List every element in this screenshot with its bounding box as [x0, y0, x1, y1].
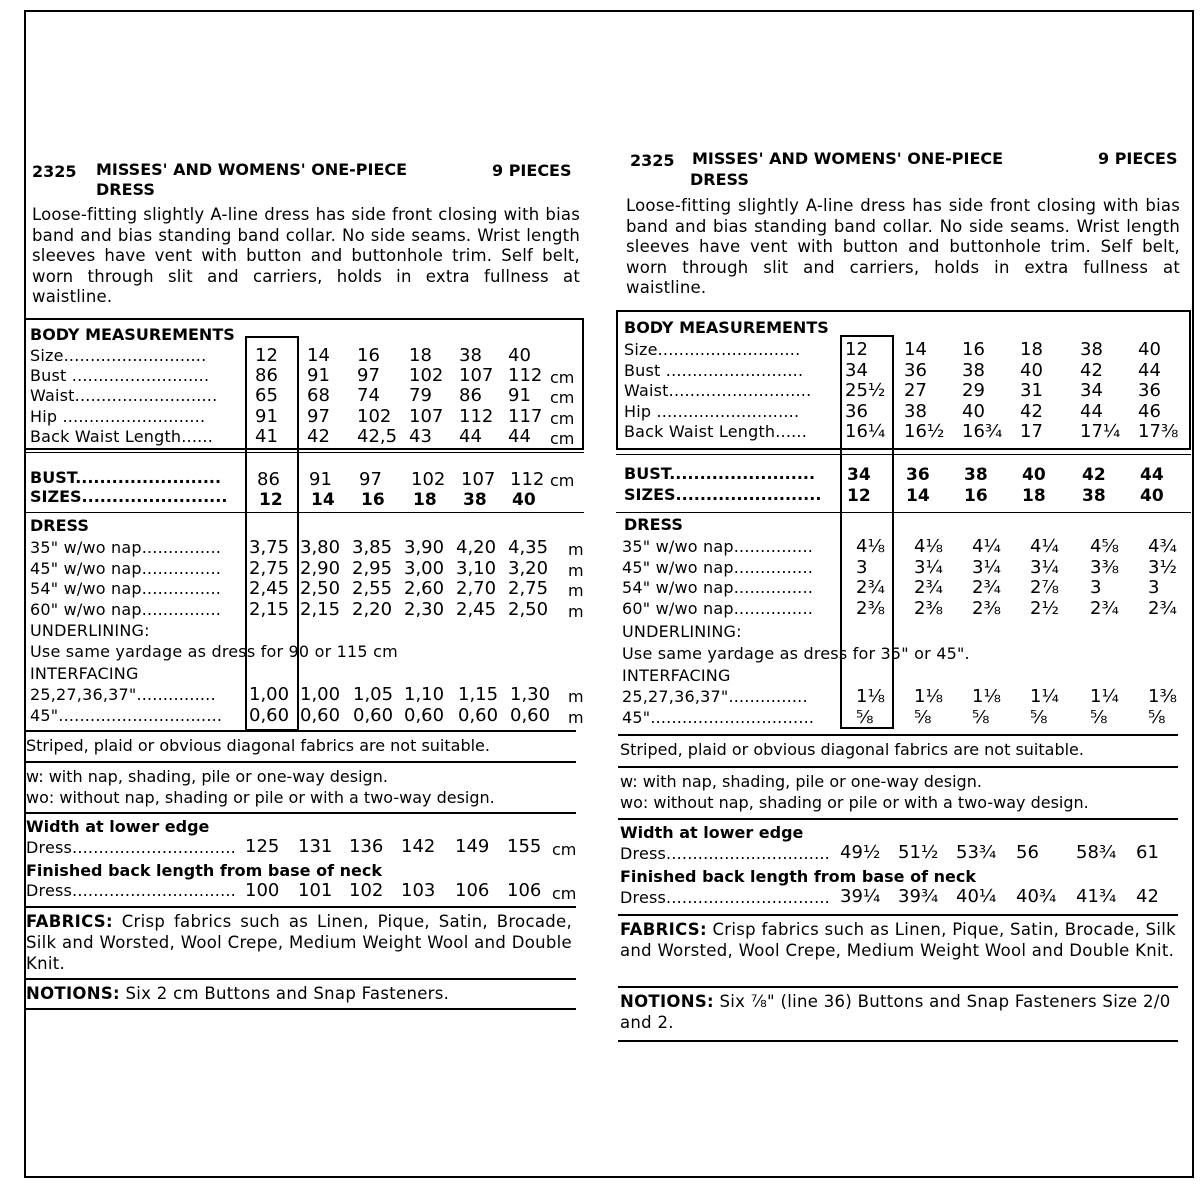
left-dress_rows-value: 2,50 — [300, 578, 341, 599]
right-body_rows-value: 16¾ — [962, 421, 1003, 443]
left-not-suitable: Striped, plaid or obvious diagonal fabrics are not suitable. — [26, 736, 490, 755]
left-interfacing_rows-value: 0,60 — [300, 705, 341, 726]
left-width-value: 142 — [401, 836, 436, 857]
right-size-value: 18 — [1022, 486, 1046, 506]
right-interfacing_rows-value: ⅝ — [972, 707, 990, 728]
left-width-value: 155 — [507, 836, 542, 857]
left-back-value: 103 — [401, 880, 436, 901]
left-body_rows-value: 97 — [357, 365, 380, 387]
left-body_rows-value: 117 — [508, 405, 543, 427]
left-body_rows-value: 41 — [255, 425, 278, 447]
right-fabrics-text: Crisp fabrics such as Linen, Pique, Satin, Brocade, Silk and Worsted, Wool Crepe, Medium Weight Wool and Double Knit. — [620, 920, 1177, 960]
right-body_rows-value: 38 — [962, 359, 985, 381]
left-back-row-label: Dress............................... — [26, 881, 236, 900]
right-body_rows-value: 44 — [1080, 400, 1103, 422]
left-size-value: 40 — [512, 490, 536, 510]
left-body_rows-value: 40 — [508, 345, 531, 366]
right-body_rows-value: 25½ — [845, 380, 886, 402]
right-dress_rows-value: 3¼ — [972, 556, 1001, 578]
right-dress_rows-value: 2¾ — [1090, 597, 1119, 619]
left-bust-value: 102 — [411, 469, 446, 490]
left-interfacing_rows-value: 0,60 — [404, 705, 445, 726]
divider — [24, 512, 584, 513]
right-interfacing_rows-value: 1⅜ — [1148, 686, 1177, 707]
right-body_rows-value: 16 — [962, 339, 985, 360]
divider — [24, 452, 584, 453]
right-body_rows-value: 18 — [1020, 339, 1043, 360]
left-width-value: 136 — [349, 836, 384, 857]
right-dress_rows-value: 3 — [856, 556, 868, 578]
left-body_rows-value: 65 — [255, 385, 278, 407]
right-body_rows-label: Size........................... — [624, 340, 801, 359]
left-back-value: 106 — [455, 880, 490, 901]
right-size-value: 40 — [1140, 486, 1164, 506]
right-fabrics-label: FABRICS: — [620, 920, 707, 939]
right-body_rows-value: 38 — [1080, 339, 1103, 360]
right-body_rows-label: Back Waist Length...... — [624, 422, 807, 442]
left-fabrics-text: Crisp fabrics such as Linen, Pique, Satin, Brocade, Silk and Worsted, Wool Crepe, Medium Weight Wool and Double Knit. — [26, 912, 573, 973]
left-wo-note: wo: without nap, shading or pile or with a two-way design. — [26, 788, 495, 807]
right-pattern-number: 2325 — [630, 151, 675, 170]
right-dress_rows-value: 3 — [1148, 577, 1160, 599]
right-bust-value: 38 — [964, 465, 988, 485]
right-size-value: 38 — [1082, 486, 1106, 506]
right-interfacing_rows-label: 45"............................... — [622, 708, 815, 727]
left-body_rows-value: 18 — [409, 345, 432, 366]
left-bust-unit: cm — [550, 471, 575, 490]
right-dress_rows-value: 2⅜ — [914, 597, 943, 619]
right-dress_rows-value: 3 — [1090, 577, 1102, 599]
left-body_rows-value: 112 — [459, 405, 494, 427]
right-body_rows-value: 16¼ — [845, 421, 886, 443]
right-interfacing_rows-value: ⅝ — [1030, 707, 1048, 728]
right-body_rows-value: 40 — [1138, 339, 1161, 360]
left-pattern-number: 2325 — [32, 162, 77, 181]
right-body_rows-value: 40 — [1020, 359, 1043, 381]
divider — [618, 914, 1178, 916]
left-dress_rows-value: 2,15 — [249, 598, 290, 620]
left-dress_rows-value: 2,30 — [404, 598, 445, 620]
divider — [24, 1008, 576, 1010]
right-width-value: 49½ — [840, 842, 881, 863]
left-dress_rows-unit: m — [568, 601, 584, 621]
left-fabrics — [26, 911, 572, 974]
left-body_rows-value: 38 — [459, 345, 482, 366]
left-body_rows-value: 16 — [357, 345, 380, 366]
right-underlining-label: UNDERLINING: — [622, 622, 742, 641]
right-notions-label: NOTIONS: — [620, 992, 714, 1011]
right-interfacing_rows-value: 1⅛ — [914, 686, 943, 707]
right-dress_rows-value: 3¼ — [914, 556, 943, 578]
right-dress_rows-value: 2¾ — [972, 577, 1001, 599]
right-fabrics — [620, 919, 1176, 961]
left-body_rows-value: 42 — [307, 425, 330, 447]
left-body_rows-value: 12 — [255, 345, 278, 366]
left-bust-value: 107 — [461, 469, 496, 490]
left-dress_rows-unit: m — [568, 560, 584, 580]
right-title-line1: MISSES' AND WOMENS' ONE-PIECE — [692, 149, 1004, 168]
left-dress_rows-unit: m — [568, 540, 584, 559]
divider — [24, 906, 576, 908]
right-body-measurements-label: BODY MEASUREMENTS — [624, 318, 829, 337]
left-size-value: 38 — [463, 490, 487, 510]
right-pieces: 9 PIECES — [1098, 149, 1178, 168]
left-back-value: 102 — [349, 880, 384, 901]
left-dress_rows-value: 2,95 — [352, 557, 393, 579]
left-dress_rows-value: 3,20 — [508, 557, 549, 579]
left-body_rows-value: 91 — [307, 365, 330, 387]
left-bust-value: 91 — [309, 469, 332, 490]
left-width-unit: cm — [552, 840, 577, 859]
right-dress_rows-value: 3¼ — [1030, 556, 1059, 578]
right-body_rows-value: 31 — [1020, 380, 1043, 402]
right-interfacing_rows-value: 1¼ — [1030, 686, 1059, 707]
left-description: Loose-fitting slightly A-line dress has side front closing with bias band and bias standing band collar. No side seams. Wrist length sleeves have vent with button and buttonhole trim. Self belt, worn through slit and carriers, holds in extra fullness at waistline. — [32, 205, 580, 306]
right-body_rows-value: 36 — [1138, 380, 1161, 402]
right-back-value: 42 — [1136, 886, 1159, 907]
right-dress_rows-value: 2¾ — [1148, 597, 1177, 619]
left-dress_rows-value: 2,15 — [300, 598, 341, 620]
left-pieces: 9 PIECES — [492, 161, 572, 180]
right-interfacing_rows-value: 1⅛ — [972, 686, 1001, 707]
right-body_rows-value: 17 — [1020, 421, 1043, 443]
left-body_rows-value: 112 — [508, 365, 543, 387]
left-dress_rows-label: 35" w/wo nap............... — [30, 538, 222, 557]
right-dress_rows-value: 2¾ — [856, 577, 885, 599]
left-dress_rows-value: 3,00 — [404, 557, 445, 579]
left-width-label: Width at lower edge — [26, 817, 210, 836]
left-interfacing_rows-value: 1,30 — [510, 684, 551, 705]
left-dress_rows-value: 2,45 — [249, 578, 290, 599]
right-dress_rows-value: 3½ — [1148, 556, 1177, 578]
left-dress_rows-value: 2,75 — [508, 578, 549, 599]
left-dress_rows-value: 4,20 — [456, 537, 497, 558]
left-dress_rows-label: 54" w/wo nap............... — [30, 579, 222, 598]
right-width-row-label: Dress............................... — [620, 844, 830, 863]
left-underlining-label: UNDERLINING: — [30, 621, 150, 640]
left-notions — [26, 983, 572, 1004]
right-body_rows-label: Hip ........................... — [624, 401, 800, 421]
right-body_rows-value: 29 — [962, 380, 985, 402]
right-back-value: 41¾ — [1076, 886, 1117, 907]
left-body_rows-value: 86 — [255, 365, 278, 387]
left-size-value: 18 — [413, 490, 437, 510]
left-title-line2: DRESS — [96, 180, 155, 199]
left-dress-label: DRESS — [30, 516, 89, 535]
left-size-value: 12 — [259, 490, 283, 510]
left-body_rows-unit: cm — [550, 388, 575, 408]
left-notions-label: NOTIONS: — [26, 984, 120, 1003]
left-underlining-text: Use same yardage as dress for 90 or 115 cm — [30, 642, 398, 661]
right-interfacing_rows-value: ⅝ — [1090, 707, 1108, 728]
left-body_rows-unit: cm — [550, 428, 575, 448]
right-w-note: w: with nap, shading, pile or one-way design. — [620, 772, 982, 791]
left-body_rows-value: 79 — [409, 385, 432, 407]
left-body_rows-value: 91 — [255, 405, 278, 427]
right-dress_rows-label: 45" w/wo nap............... — [622, 557, 814, 577]
right-dress_rows-label: 60" w/wo nap............... — [622, 598, 814, 618]
right-notions-text: Six ⅞" (line 36) Buttons and Snap Fasteners Size 2/0 and 2. — [620, 992, 1171, 1032]
left-dress_rows-value: 2,55 — [352, 578, 393, 599]
left-body_rows-value: 107 — [409, 405, 444, 427]
right-dress_rows-value: 2⅞ — [1030, 577, 1059, 599]
left-back-value: 106 — [507, 880, 542, 901]
left-size-value: 14 — [311, 490, 335, 510]
right-size-value: 16 — [964, 486, 988, 506]
right-body_rows-value: 12 — [845, 339, 868, 360]
right-back-value: 40¾ — [1016, 886, 1057, 907]
left-interfacing_rows-value: 1,10 — [404, 684, 445, 705]
left-back-value: 101 — [298, 880, 333, 901]
right-not-suitable: Striped, plaid or obvious diagonal fabrics are not suitable. — [620, 740, 1084, 759]
right-body_rows-value: 42 — [1080, 359, 1103, 381]
left-body_rows-value: 43 — [409, 425, 432, 447]
right-body_rows-label: Bust .......................... — [624, 360, 804, 380]
right-body_rows-value: 34 — [1080, 380, 1103, 402]
left-interfacing_rows-value: 1,00 — [249, 684, 290, 705]
right-wo-note: wo: without nap, shading or pile or with a two-way design. — [620, 793, 1089, 812]
right-dress_rows-label: 54" w/wo nap............... — [622, 578, 814, 598]
right-back-value: 40¼ — [956, 886, 997, 907]
left-body_rows-label: Bust .......................... — [30, 366, 210, 386]
left-dress_rows-value: 2,70 — [456, 578, 497, 599]
right-body_rows-value: 36 — [904, 359, 927, 381]
right-size-value: 12 — [847, 486, 871, 506]
left-body_rows-value: 107 — [459, 365, 494, 387]
left-w-note: w: with nap, shading, pile or one-way design. — [26, 767, 388, 786]
right-bust-label: BUST........................ — [624, 464, 816, 483]
left-body-measurements-label: BODY MEASUREMENTS — [30, 325, 235, 344]
right-width-label: Width at lower edge — [620, 823, 804, 842]
right-body_rows-value: 44 — [1138, 359, 1161, 381]
left-dress_rows-value: 2,45 — [456, 598, 497, 620]
right-bust-value: 40 — [1022, 465, 1046, 485]
left-width-value: 131 — [298, 836, 333, 857]
left-interfacing_rows-label: 25,27,36,37"............... — [30, 685, 216, 704]
divider — [24, 978, 576, 980]
right-width-value: 53¾ — [956, 842, 997, 863]
divider — [24, 812, 576, 814]
right-interfacing_rows-value: ⅝ — [856, 707, 874, 728]
right-width-value: 58¾ — [1076, 842, 1117, 863]
right-body_rows-value: 34 — [845, 359, 868, 381]
right-body_rows-label: Waist........................... — [624, 381, 812, 401]
left-dress_rows-value: 2,60 — [404, 578, 445, 599]
right-description: Loose-fitting slightly A-line dress has side front closing with bias band and bias standing band collar. No side seams. Wrist length sleeves have vent with button and buttonhole trim. Self belt, worn through slit and carriers, holds in extra fullness at waistline. — [626, 196, 1180, 297]
right-body_rows-value: 38 — [904, 400, 927, 422]
left-body_rows-value: 102 — [357, 405, 392, 427]
divider — [618, 1040, 1178, 1042]
right-dress_rows-value: 3⅜ — [1090, 556, 1119, 578]
right-interfacing_rows-value: ⅝ — [914, 707, 932, 728]
right-back-value: 39¼ — [840, 886, 881, 907]
left-body_rows-value: 102 — [409, 365, 444, 387]
left-body_rows-label: Size........................... — [30, 346, 207, 365]
right-bust-value: 42 — [1082, 465, 1106, 485]
left-body_rows-value: 97 — [307, 405, 330, 427]
right-underlining-text: Use same yardage as dress for 35" or 45". — [622, 644, 970, 663]
right-body_rows-value: 16½ — [904, 421, 945, 443]
right-body_rows-value: 27 — [904, 380, 927, 402]
left-body_rows-label: Back Waist Length...... — [30, 426, 213, 446]
left-dress_rows-value: 3,75 — [249, 537, 290, 558]
left-title-line1: MISSES' AND WOMENS' ONE-PIECE — [96, 160, 408, 179]
divider — [618, 986, 1178, 988]
left-dress_rows-value: 2,20 — [352, 598, 393, 620]
right-dress_rows-label: 35" w/wo nap............... — [622, 537, 814, 556]
right-dress-label: DRESS — [624, 515, 683, 534]
right-body_rows-value: 36 — [845, 400, 868, 422]
right-title-line2: DRESS — [690, 170, 749, 189]
left-body_rows-unit: cm — [550, 368, 575, 388]
right-body_rows-value: 17⅜ — [1138, 421, 1179, 443]
right-dress_rows-value: 2⅜ — [972, 597, 1001, 619]
left-interfacing_rows-value: 0,60 — [353, 705, 394, 726]
divider — [616, 454, 1191, 455]
left-bust-value: 97 — [359, 469, 382, 490]
left-body_rows-value: 91 — [508, 385, 531, 407]
left-dress_rows-label: 45" w/wo nap............... — [30, 558, 222, 578]
right-body_rows-value: 17¼ — [1080, 421, 1121, 443]
right-interfacing_rows-label: 25,27,36,37"............... — [622, 687, 808, 706]
left-interfacing-label: INTERFACING — [30, 664, 139, 683]
right-body_rows-value: 40 — [962, 400, 985, 422]
left-fabrics-label: FABRICS: — [26, 912, 113, 931]
left-notions-text: Six 2 cm Buttons and Snap Fasteners. — [125, 984, 450, 1003]
left-dress_rows-label: 60" w/wo nap............... — [30, 599, 222, 619]
right-dress_rows-value: 4¼ — [1030, 536, 1059, 557]
left-dress_rows-value: 2,50 — [508, 598, 549, 620]
right-size-value: 14 — [906, 486, 930, 506]
left-body_rows-value: 14 — [307, 345, 330, 366]
left-dress_rows-value: 2,75 — [249, 557, 290, 579]
left-interfacing_rows-unit: m — [568, 687, 584, 706]
right-width-value: 61 — [1136, 842, 1159, 863]
left-dress_rows-value: 3,10 — [456, 557, 497, 579]
right-dress_rows-value: 4¼ — [972, 536, 1001, 557]
left-bust-value: 86 — [257, 469, 280, 490]
left-interfacing_rows-value: 0,60 — [458, 705, 499, 726]
left-dress_rows-value: 3,90 — [404, 537, 445, 558]
left-back-value: 100 — [245, 880, 280, 901]
left-back-length-label: Finished back length from base of neck — [26, 861, 382, 880]
right-interfacing_rows-value: 1⅛ — [856, 686, 885, 707]
left-dress_rows-value: 3,80 — [300, 537, 341, 558]
right-width-value: 56 — [1016, 842, 1039, 863]
right-dress_rows-value: 2¾ — [914, 577, 943, 599]
left-body_rows-value: 68 — [307, 385, 330, 407]
right-dress_rows-value: 2½ — [1030, 597, 1059, 619]
left-body_rows-value: 86 — [459, 385, 482, 407]
right-sizes-label: SIZES........................ — [624, 485, 822, 504]
left-sizes-label: SIZES........................ — [30, 487, 228, 506]
left-interfacing_rows-value: 0,60 — [249, 705, 290, 726]
left-dress_rows-unit: m — [568, 581, 584, 600]
right-dress_rows-value: 4⅛ — [914, 536, 943, 557]
left-dress_rows-value: 4,35 — [508, 537, 549, 558]
left-size-value: 16 — [361, 490, 385, 510]
left-body_rows-value: 74 — [357, 385, 380, 407]
divider — [618, 734, 1178, 736]
right-interfacing-label: INTERFACING — [622, 666, 731, 685]
left-width-row-label: Dress............................... — [26, 838, 236, 857]
left-body_rows-label: Hip ........................... — [30, 406, 206, 426]
right-dress_rows-value: 2⅜ — [856, 597, 885, 619]
right-notions — [620, 991, 1180, 1033]
left-interfacing_rows-unit: m — [568, 708, 584, 727]
right-body_rows-value: 14 — [904, 339, 927, 360]
right-back-value: 39¾ — [898, 886, 939, 907]
divider — [24, 730, 576, 732]
right-body_rows-value: 42 — [1020, 400, 1043, 422]
right-body_rows-value: 46 — [1138, 400, 1161, 422]
left-back-unit: cm — [552, 884, 577, 903]
left-width-value: 125 — [245, 836, 280, 857]
left-body_rows-unit: cm — [550, 408, 575, 428]
left-interfacing_rows-value: 0,60 — [510, 705, 551, 726]
left-interfacing_rows-value: 1,00 — [300, 684, 341, 705]
right-dress_rows-value: 4⅛ — [856, 536, 885, 557]
left-body_rows-value: 44 — [508, 425, 531, 447]
left-width-value: 149 — [455, 836, 490, 857]
left-interfacing_rows-label: 45"............................... — [30, 706, 223, 725]
right-back-length-label: Finished back length from base of neck — [620, 867, 976, 886]
right-back-row-label: Dress............................... — [620, 888, 830, 907]
left-body_rows-value: 44 — [459, 425, 482, 447]
divider — [618, 766, 1178, 768]
left-interfacing_rows-value: 1,15 — [458, 684, 499, 705]
left-dress_rows-value: 3,85 — [352, 537, 393, 558]
left-bust-value: 112 — [510, 469, 545, 490]
right-width-value: 51½ — [898, 842, 939, 863]
left-body_rows-value: 42,5 — [357, 425, 398, 447]
left-interfacing_rows-value: 1,05 — [353, 684, 394, 705]
right-bust-value: 34 — [847, 465, 871, 485]
right-bust-value: 36 — [906, 465, 930, 485]
left-dress_rows-value: 2,90 — [300, 557, 341, 579]
right-interfacing_rows-value: ⅝ — [1148, 707, 1166, 728]
right-dress_rows-value: 4⅝ — [1090, 536, 1119, 557]
right-bust-value: 44 — [1140, 465, 1164, 485]
divider — [618, 818, 1178, 820]
divider — [616, 512, 1191, 513]
right-dress_rows-value: 4¾ — [1148, 536, 1177, 557]
right-interfacing_rows-value: 1¼ — [1090, 686, 1119, 707]
left-body_rows-label: Waist........................... — [30, 386, 218, 406]
left-bust-label: BUST........................ — [30, 468, 222, 487]
divider — [24, 761, 576, 763]
